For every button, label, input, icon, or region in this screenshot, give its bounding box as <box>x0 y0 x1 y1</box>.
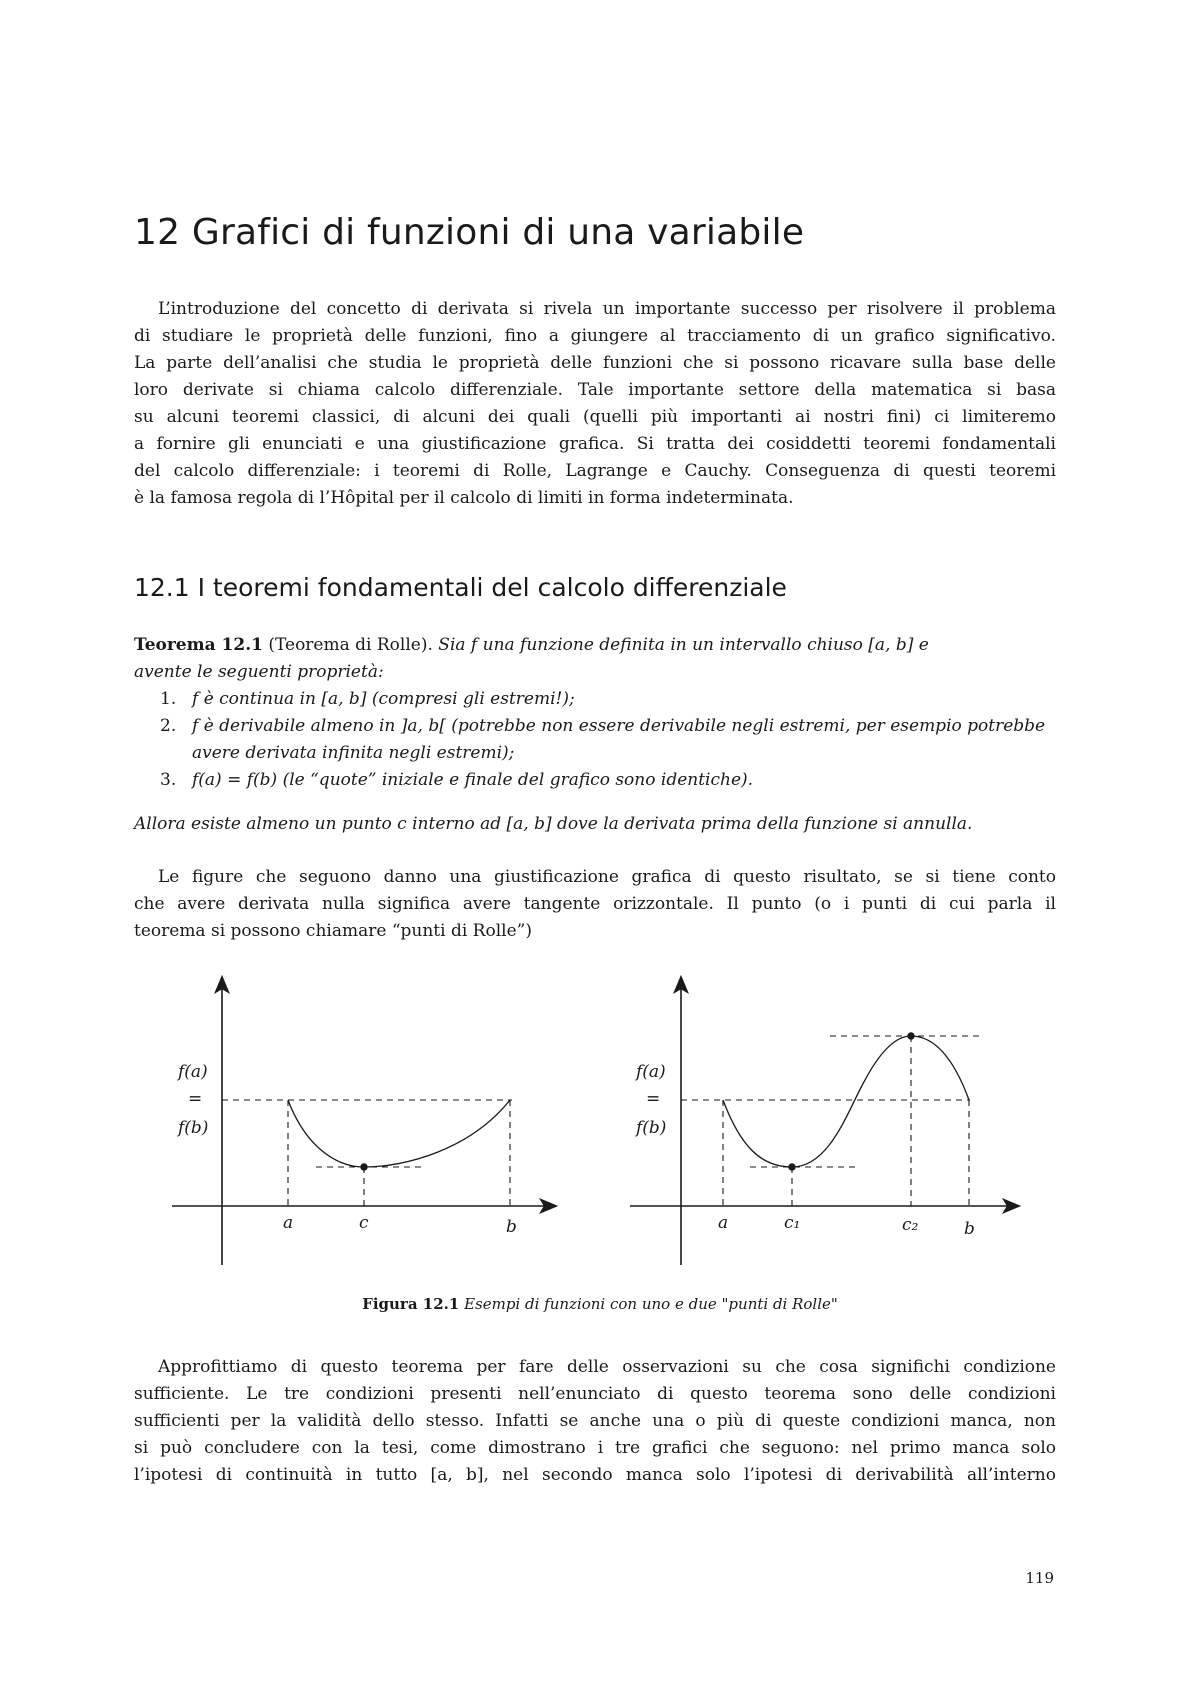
right-graph <box>630 978 1018 1265</box>
fa-label: f(a) <box>178 1062 208 1082</box>
item-number: 2. <box>160 716 177 736</box>
rolle-figure <box>0 960 1200 1280</box>
theorem-statement-cont: avente le seguenti proprietà: <box>134 662 384 682</box>
text-line: su alcuni teoremi classici, di alcuni dei quali (quelli più importanti ai nostri fini) ci limiteremo <box>134 407 1056 427</box>
sufficient-condition-paragraph <box>134 1354 1056 1489</box>
fa-label: f(a) <box>636 1062 666 1082</box>
rolle-point <box>361 1164 367 1170</box>
c1-label: c₁ <box>784 1213 801 1233</box>
c-label: c <box>359 1213 369 1233</box>
rolle-point-c1 <box>789 1164 795 1170</box>
theorem-conditions <box>160 686 1056 794</box>
chapter-title: 12 Grafici di funzioni di una variabile <box>134 212 805 253</box>
a-label: a <box>283 1213 294 1233</box>
function-curve <box>723 1036 969 1167</box>
figure-caption <box>0 1295 1200 1313</box>
fb-label: f(b) <box>178 1118 209 1138</box>
text-line: è la famosa regola di l’Hôpital per il calcolo di limiti in forma indeterminata. <box>134 488 794 508</box>
text-line: teorema si possono chiamare “punti di Rolle”) <box>134 921 532 941</box>
caption-text: Esempi di funzioni con uno e due "punti di Rolle" <box>459 1295 838 1313</box>
equals-label: = <box>188 1089 203 1109</box>
right-labels <box>634 1062 975 1239</box>
text-line: sufficiente. Le tre condizioni presenti nell’enunciato di questo teorema sono delle condizioni <box>134 1384 1056 1404</box>
caption-label: Figura 12.1 <box>362 1295 460 1313</box>
text-line: La parte dell’analisi che studia le proprietà delle funzioni che si possono ricavare sulla base delle <box>134 353 1056 373</box>
theorem-name: (Teorema di Rolle). <box>262 635 439 655</box>
text-line: loro derivate si chiama calcolo differenziale. Tale importante settore della matematica si basa <box>134 380 1056 400</box>
list-item <box>160 767 1056 794</box>
text-line: l’ipotesi di continuità in tutto [a, b], nel secondo manca solo l’ipotesi di derivabilità all’interno <box>134 1465 1056 1485</box>
fb-label: f(b) <box>636 1118 667 1138</box>
item-number: 3. <box>160 770 177 790</box>
a-label: a <box>718 1213 729 1233</box>
intro-paragraph <box>134 296 1056 512</box>
theorem-block <box>134 632 1056 686</box>
function-curve <box>288 1100 510 1167</box>
c2-label: c₂ <box>902 1215 919 1235</box>
text-line: del calcolo differenziale: i teoremi di Rolle, Lagrange e Cauchy. Conseguenza di questi teoremi <box>134 461 1056 481</box>
text-line: di studiare le proprietà delle funzioni, fino a giungere al tracciamento di un grafico significativo. <box>134 326 1056 346</box>
b-label: b <box>964 1219 975 1239</box>
rolle-point-c2 <box>908 1033 914 1039</box>
text-line: L’introduzione del concetto di derivata si rivela un importante successo per risolvere il problema <box>158 299 1056 319</box>
item-text: f(a) = f(b) (le “quote” iniziale e finale del grafico sono identiche). <box>192 770 754 790</box>
text-line: a fornire gli enunciati e una giustificazione grafica. Si tratta dei cosiddetti teoremi fondamentali <box>134 434 1056 454</box>
equals-label: = <box>646 1089 661 1109</box>
text-line: sufficienti per la validità dello stesso. Infatti se anche una o più di queste condizioni manca, non <box>134 1411 1056 1431</box>
list-item <box>160 686 1056 713</box>
item-text: f è continua in [a, b] (compresi gli estremi!); <box>192 689 575 709</box>
theorem-conclusion: Allora esiste almeno un punto c interno ad [a, b] dove la derivata prima della funzione si annulla. <box>134 814 973 834</box>
item-text: f è derivabile almeno in ]a, b[ (potrebbe non essere derivabile negli estremi, per esempio potrebbe avere derivata infinita negli estremi); <box>192 716 1046 763</box>
list-item <box>160 713 1056 767</box>
item-number: 1. <box>160 689 177 709</box>
left-labels <box>176 1062 517 1237</box>
text-line: che avere derivata nulla significa avere tangente orizzontale. Il punto (o i punti di cui parla il <box>134 894 1056 914</box>
theorem-label: Teorema 12.1 <box>134 635 263 655</box>
page-number: 119 <box>1025 1569 1054 1587</box>
text-line: Approfittiamo di questo teorema per fare delle osservazioni su che cosa significhi condizione <box>158 1357 1056 1377</box>
section-title: 12.1 I teoremi fondamentali del calcolo differenziale <box>134 573 787 602</box>
theorem-statement: Sia f una funzione definita in un intervallo chiuso [a, b] e <box>438 635 929 655</box>
text-line: Le figure che seguono danno una giustificazione grafica di questo risultato, se si tiene conto <box>158 867 1056 887</box>
b-label: b <box>506 1217 517 1237</box>
figure-intro-paragraph <box>134 864 1056 945</box>
text-line: si può concludere con la tesi, come dimostrano i tre grafici che seguono: nel primo manca solo <box>134 1438 1056 1458</box>
